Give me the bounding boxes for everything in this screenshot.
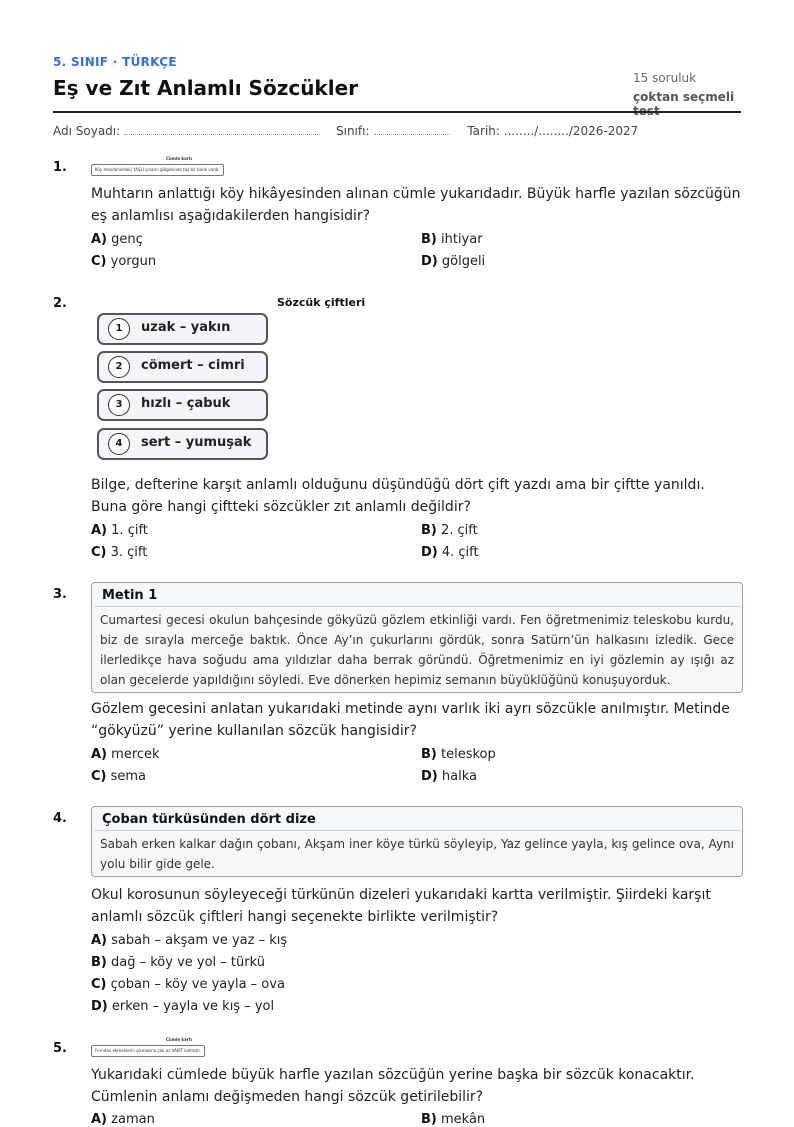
question-text: Muhtarın anlattığı köy hikâyesinden alınan cümle yukarıdadır. Büyük harfle yazılan sözcüğün eş anlamlısı aşağıdakilerden hangisidir?	[91, 186, 741, 224]
name-blank[interactable]	[124, 125, 320, 135]
question-number: 1.	[53, 160, 67, 175]
reading-passage-card	[91, 582, 743, 693]
option-c[interactable]: C) sema	[91, 769, 147, 784]
name-label: Adı Soyadı:	[53, 124, 121, 138]
question-text: Okul korosunun söyleyeceği türkünün dizeleri yukarıdaki kartta verilmiştir. Şiirdeki karşıt anlamlı sözcük çiftleri hangi seçenekte birlikte verilmiştir?	[91, 887, 711, 925]
option-a[interactable]: A) 1. çift	[91, 523, 148, 538]
sentence-card: Fırından ekmeklerin çıkmasına çok az VAKİT kalmıştı.	[91, 1045, 205, 1057]
option-a[interactable]: A) sabah – akşam ve yaz – kış	[91, 933, 288, 948]
option-a[interactable]: A) genç	[91, 232, 143, 247]
word-pair-card	[97, 313, 268, 345]
grade-subject-label: 5. SINIF · TÜRKÇE	[53, 55, 177, 69]
option-c[interactable]: C) 3. çift	[91, 545, 148, 560]
poem-body: Sabah erken kalkar dağın çobanı, Akşam iner köye türkü söyleyip, Yaz gelince yayla, kış gelince ova, Aynı yolu bilir gide gele.	[100, 837, 734, 871]
option-d[interactable]: D) erken – yayla ve kış – yol	[91, 999, 275, 1014]
sentence-card-caption: Cümle kartı	[166, 156, 193, 161]
option-d[interactable]: D) 4. çift	[421, 545, 479, 560]
option-b[interactable]: B) 2. çift	[421, 523, 478, 538]
option-b[interactable]: B) mekân	[421, 1112, 486, 1127]
option-c[interactable]: C) çoban – köy ve yayla – ova	[91, 977, 285, 992]
header-divider	[53, 111, 741, 113]
date-label: Tarih:	[467, 124, 500, 138]
question-text: Yukarıdaki cümlede büyük harfle yazılan sözcüğün yerine başka bir sözcük konacaktır. Cümlenin anlamı değişmeden hangi sözcük getirilebilir?	[91, 1067, 695, 1105]
passage-body: Cumartesi gecesi okulun bahçesinde gökyüzü gözlem etkinliği vardı. Fen öğretmenimiz teleskobu kurdu, biz de sırayla merceğe baktık. Önce Ay’ın çukurlarını gördük, sonra Satürn’ün halkasını izledik. Gece ilerledikçe hava soğudu ama yıldızlar daha berrak göründü. Öğretmenimiz en iyi gözlemin ay ışığı az olan gecelerde yapıldığını söyledi. Eve dönerken hepimiz semanın büyüklüğünü konuşuyorduk.	[100, 613, 734, 687]
option-b[interactable]: B) teleskop	[421, 747, 496, 762]
question-text: Gözlem gecesini anlatan yukarıdaki metinde aynı varlık iki ayrı sözcükle anılmıştır. Metinde “gökyüzü” yerine kullanılan sözcük hangisidir?	[91, 701, 730, 739]
option-a[interactable]: A) mercek	[91, 747, 160, 762]
option-a[interactable]: A) zaman	[91, 1112, 155, 1127]
poem-card	[91, 806, 743, 877]
question-number: 5.	[53, 1041, 67, 1056]
question-number: 4.	[53, 811, 67, 826]
option-d[interactable]: D) gölgeli	[421, 254, 486, 269]
question-number: 2.	[53, 296, 67, 311]
word-pair-card	[97, 428, 268, 460]
date-value: ......../......../2026-2027	[503, 124, 639, 138]
poem-title: Çoban türküsünden dört dize	[94, 807, 740, 831]
question-count: 15 soruluk	[633, 71, 697, 85]
pair-text: hızlı – çabuk	[141, 396, 231, 411]
option-b[interactable]: B) dağ – köy ve yol – türkü	[91, 955, 265, 970]
pair-number: 2	[108, 356, 130, 378]
question-number: 3.	[53, 587, 67, 602]
option-c[interactable]: C) yorgun	[91, 254, 157, 269]
question-text: Bilge, defterine karşıt anlamlı olduğunu düşündüğü dört çift yazdı ama bir çiftte yanıldı. Buna göre hangi çiftteki sözcükler zıt anlamlı değildir?	[91, 477, 705, 515]
word-pair-card	[97, 351, 268, 383]
pair-number: 1	[108, 318, 130, 340]
option-b[interactable]: B) ihtiyar	[421, 232, 483, 247]
pair-number: 3	[108, 394, 130, 416]
sentence-card-caption: Cümle kartı	[166, 1037, 193, 1042]
pair-number: 4	[108, 433, 130, 455]
worksheet-title: Eş ve Zıt Anlamlı Sözcükler	[53, 76, 359, 100]
word-pairs-caption: Sözcük çiftleri	[277, 296, 366, 309]
sentence-card: Köy meydanındaki YAŞLI çınarın gölgesinde taş bir bank vardı.	[91, 164, 224, 176]
test-type: çoktan seçmeli	[633, 90, 735, 104]
pair-text: cömert – cimri	[141, 358, 245, 373]
option-d[interactable]: D) halka	[421, 769, 477, 784]
student-info-line	[53, 124, 638, 138]
class-label: Sınıfı:	[336, 124, 370, 138]
class-blank[interactable]	[374, 125, 450, 135]
pair-text: sert – yumuşak	[141, 435, 252, 450]
word-pair-card	[97, 389, 268, 421]
pair-text: uzak – yakın	[141, 320, 231, 335]
passage-title: Metin 1	[94, 583, 740, 607]
